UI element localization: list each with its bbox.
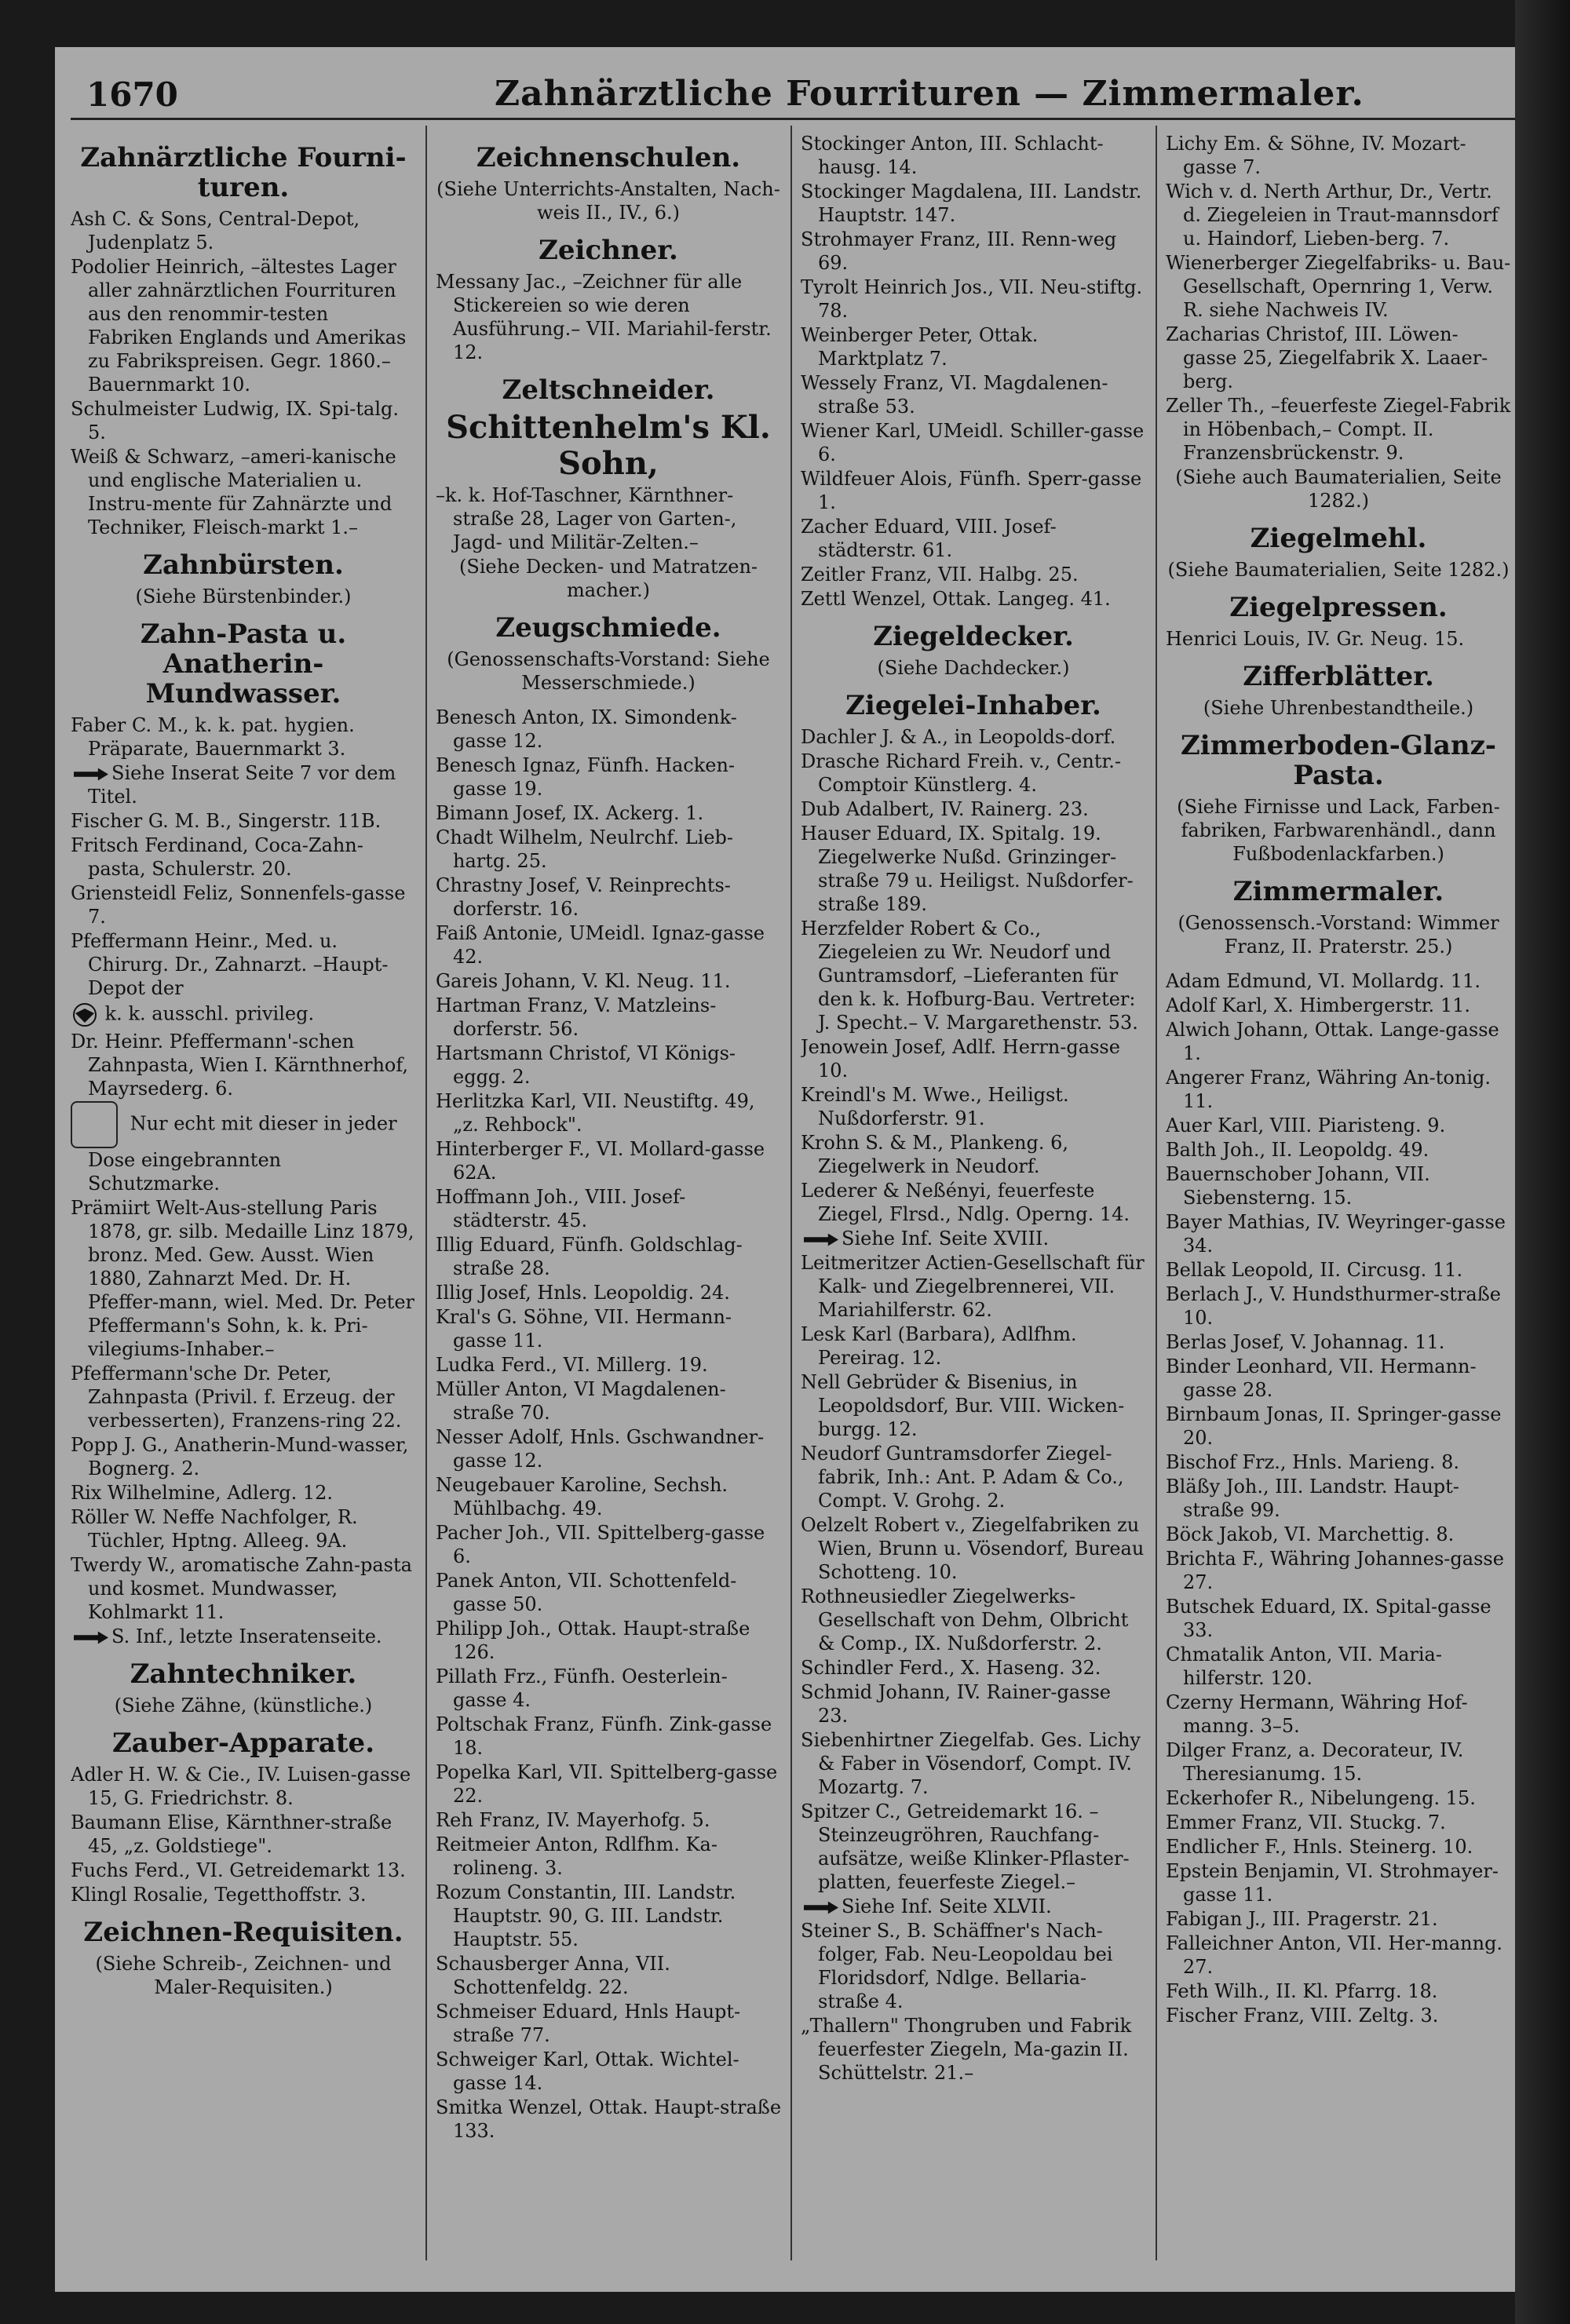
entry: Illig Josef, Hnls. Leopoldig. 24. [436,1282,730,1304]
section-note: (Siehe Firnisse und Lack, Farben-fabriken, Farbwarenhändl., dann Fußbodenlackfarben.) [1177,796,1500,865]
entry: Popelka Karl, VII. Spittelberg-gasse 22. [436,1761,778,1807]
entry: Binder Leonhard, VII. Hermann-gasse 28. [1166,1355,1477,1401]
entry: Klingl Rosalie, Tegetthoffstr. 3. [71,1884,367,1906]
pointing-hand-icon [804,1234,838,1246]
entry: Benesch Anton, IX. Simondenk-gasse 12. [436,706,737,752]
entry: Zacharias Christof, III. Löwen-gasse 25, Ziegelfabrik X. Laaer-berg. [1166,323,1488,392]
column-1 [71,132,416,2267]
entry: Wich v. d. Nerth Arthur, Dr., Vertr. d. Ziegeleien in Traut-mannsdorf u. Haindorf, Lieben-berg. 7. [1166,181,1499,250]
entry: Kreindl's M. Wwe., Heiligst. Nußdorferstr. 91. [801,1084,1069,1129]
entry: Lederer & Neßényi, feuerfeste Ziegel, Flrsd., Ndlg. Operng. 14. [801,1180,1130,1225]
column-2 [436,132,781,2267]
entry: Adolf Karl, X. Himbergerstr. 11. [1166,994,1470,1016]
entry: Nesser Adolf, Hnls. Gschwandner-gasse 12. [436,1426,765,1472]
entry: Rozum Constantin, III. Landstr. Hauptstr. 90, G. III. Landstr. Hauptstr. 55. [436,1881,736,1950]
entry: Schweiger Karl, Ottak. Wichtel-gasse 14. [436,2049,739,2094]
section-note: (Siehe Baumaterialien, Seite 1282.) [1167,559,1510,581]
entry: Faiß Antonie, UMeidl. Ignaz-gasse 42. [436,922,765,968]
entry: Griensteidl Feliz, Sonnenfels-gasse 7. [71,882,406,928]
section-heading: Zeugschmiede. [495,612,721,644]
entry: Chadt Wilhelm, Neulrchf. Lieb-hartg. 25. [436,826,733,872]
entry: Zeller Th., –feuerfeste Ziegel-Fabrik in Höbenbach,– Compt. II. Franzensbrückenstr. 9. [1166,395,1511,464]
entry: Bläßy Joh., III. Landstr. Haupt-straße 99. [1166,1476,1459,1521]
entry-reference [71,761,416,808]
entry: Wienerberger Ziegelfabriks- u. Bau-Gesellschaft, Opernring 1, Verw. R. siehe Nachweis IV. [1166,252,1511,321]
section-note: (Siehe Uhrenbestandtheile.) [1203,697,1474,719]
entry: Spitzer C., Getreidemarkt 16. –Steinzeugröhren, Rauchfang-aufsätze, weiße Klinker-Pflaster-platten, feuerfeste Ziegel.– [801,1800,1130,1893]
section-heading: Zeichnenschulen. [476,142,741,173]
entry: Dr. Heinr. Pfeffermann'-schen Zahnpasta, Wien I. Kärnthnerhof, Mayrsederg. 6. [71,1031,409,1100]
column-4 [1166,132,1511,2267]
section-heading: Zimmerboden-Glanz-Pasta. [1180,730,1497,791]
entry: Baumann Elise, Kärnthner-straße 45, „z. Goldstiege". [71,1811,392,1857]
advertiser-name: Schittenhelm's Kl. Sohn, [446,409,771,482]
entry: Fischer Franz, VIII. Zeltg. 3. [1166,2005,1439,2027]
entry: Smitka Wenzel, Ottak. Haupt-straße 133. [436,2096,781,2142]
section-heading: Zeltschneider. [502,374,715,406]
entry: Schulmeister Ludwig, IX. Spi-talg. 5. [71,398,400,443]
entry: Böck Jakob, VI. Marchettig. 8. [1166,1523,1455,1545]
entry: Zacher Eduard, VIII. Josef-städterstr. 61. [801,516,1057,561]
pointing-hand-icon [804,1902,838,1914]
entry: Eckerhofer R., Nibelungeng. 15. [1166,1787,1476,1809]
section-note: (Siehe Bürstenbinder.) [135,586,352,607]
entry: Henrici Louis, IV. Gr. Neug. 15. [1166,628,1465,650]
entry: Pfeffermann Heinr., Med. u. Chirurg. Dr., Zahnarzt. –Haupt-Depot der [71,930,389,999]
entry: Epstein Benjamin, VI. Strohmayer-gasse 11. [1166,1860,1499,1906]
entry: Pillath Frz., Fünfh. Oesterlein-gasse 4. [436,1665,728,1711]
entry-reference [71,1625,416,1648]
entry: „Thallern" Thongruben und Fabrik feuerfester Ziegeln, Ma-gazin II. Schüttelstr. 21.– [801,2015,1132,2084]
entry: Pfeffermann'sche Dr. Peter, Zahnpasta (Privil. f. Erzeug. der verbesserten), Franzens-ring 22. [71,1363,402,1432]
entry: Wildfeuer Alois, Fünfh. Sperr-gasse 1. [801,468,1142,513]
entry: Bischof Frz., Hnls. Marieng. 8. [1166,1451,1459,1473]
entry: Weinberger Peter, Ottak. Marktplatz 7. [801,324,1039,370]
entry: Panek Anton, VII. Schottenfeld-gasse 50. [436,1570,737,1615]
entry: Röller W. Neffe Nachfolger, R. Tüchler, Hptng. Alleeg. 9A. [71,1506,358,1552]
column-divider [790,126,792,2260]
section-heading: Zifferblätter. [1243,661,1434,692]
entry: Poltschak Franz, Fünfh. Zink-gasse 18. [436,1713,772,1759]
entry: Twerdy W., aromatische Zahn-pasta und kosmet. Mundwasser, Kohlmarkt 11. [71,1554,412,1623]
entry: Steiner S., B. Schäffner's Nach-folger, Fab. Neu-Leopoldau bei Floridsdorf, Ndlge. Bellaria-straße 4. [801,1920,1113,2012]
entry-reference [801,1895,1146,1918]
entry: Podolier Heinrich, –ältestes Lager aller zahnärztlichen Fourrituren aus den renommir-testen Fabriken Englands und Amerikas zu Fabrikspreisen. Gegr. 1860.– Bauernmarkt 10. [71,256,407,396]
entry: Oelzelt Robert v., Ziegelfabriken zu Wien, Brunn u. Vösendorf, Bureau Schotteng. 10. [801,1514,1145,1583]
reference-text: Siehe Inserat Seite 7 vor dem Titel. [88,762,396,808]
entry: Wiener Karl, UMeidl. Schiller-gasse 6. [801,420,1145,465]
entry: Stockinger Anton, III. Schlacht-hausg. 14. [801,133,1104,178]
entry: Fischer G. M. B., Singerstr. 11B. [71,810,382,832]
column-divider [1156,126,1157,2260]
entry: Chrastny Josef, V. Reinprechts-dorferstr. 16. [436,874,731,920]
section-note: (Genossenschafts-Vorstand: Siehe Messerschmiede.) [447,648,770,694]
entry: Angerer Franz, Währing An-tonig. 11. [1166,1067,1491,1112]
entry: Pacher Joh., VII. Spittelberg-gasse 6. [436,1522,765,1567]
eagle-emblem-icon [71,1001,99,1029]
section-note: (Siehe Dachdecker.) [877,657,1070,679]
entry: Hartsmann Christof, VI Königs-eggg. 2. [436,1042,736,1088]
entry: Weiß & Schwarz, –ameri-kanische und englische Materialien u. Instru-mente für Zahnärzte und Techniker, Fleisch-markt 1.– [71,446,396,538]
section-note: (Siehe Decken- und Matratzen-macher.) [458,556,758,601]
entry: Herlitzka Karl, VII. Neustiftg. 49, „z. Rehbock". [436,1090,755,1136]
entry: Hinterberger F., VI. Mollard-gasse 62A. [436,1138,765,1184]
running-title: Zahnärztliche Fourrituren — Zimmermaler. [495,74,1364,114]
section-heading: Ziegelpressen. [1229,592,1448,623]
entry: Illig Eduard, Fünfh. Goldschlag-straße 28. [436,1234,743,1279]
entry: Czerny Hermann, Währing Hof-manng. 3–5. [1166,1691,1468,1737]
entry: Müller Anton, VI Magdalenen-straße 70. [436,1378,726,1424]
entry: Dub Adalbert, IV. Rainerg. 23. [801,798,1089,820]
entry: Butschek Eduard, IX. Spital-gasse 33. [1166,1596,1492,1641]
book-spine [1515,0,1570,2324]
section-heading: Zauber-Apparate. [111,1727,375,1759]
entry: Emmer Franz, VII. Stuckg. 7. [1166,1811,1446,1833]
entry: Leitmeritzer Actien-Gesellschaft für Kalk- und Ziegelbrennerei, VII. Mariahilferstr. 62. [801,1252,1145,1321]
section-heading: Zahnbürsten. [143,549,344,581]
entry: Falleichner Anton, VII. Her-manng. 27. [1166,1932,1503,1978]
entry: Philipp Joh., Ottak. Haupt-straße 126. [436,1618,750,1663]
section-heading: Ziegelmehl. [1250,523,1427,554]
entry: Hartman Franz, V. Matzleins-dorferstr. 56. [436,994,717,1040]
entry: Jenowein Josef, Adlf. Herrn-gasse 10. [801,1036,1120,1082]
entry: Bayer Mathias, IV. Weyringer-gasse 34. [1166,1211,1506,1257]
entry: Brichta F., Währing Johannes-gasse 27. [1166,1548,1504,1593]
section-note: (Siehe Schreib-, Zeichnen- und Maler-Requisiten.) [95,1953,392,1998]
entry: Hauser Eduard, IX. Spitalg. 19. Ziegelwerke Nußd. Grinzinger-straße 79 u. Heiligst. Nußdorfer-straße 189. [801,823,1134,915]
entry: Benesch Ignaz, Fünfh. Hacken-gasse 19. [436,754,736,800]
entry: Berlas Josef, V. Johannag. 11. [1166,1331,1445,1353]
entry: Chmatalik Anton, VII. Maria-hilferstr. 120. [1166,1644,1442,1689]
entry: Bauernschober Johann, VII. Siebensterng. 15. [1166,1163,1430,1209]
entry: Ash C. & Sons, Central-Depot, Judenplatz 5. [71,208,360,254]
reference-text: Siehe Inf. Seite XLVII. [842,1895,1052,1917]
entry: Popp J. G., Anatherin-Mund-wasser, Bognerg. 2. [71,1434,409,1479]
entry: Tyrolt Heinrich Jos., VII. Neu-stiftg. 78. [801,276,1143,322]
entry-reference [801,1227,1146,1250]
entry: Siebenhirtner Ziegelfab. Ges. Lichy & Faber in Vösendorf, Compt. IV. Mozartg. 7. [801,1729,1141,1798]
section-heading: Zahntechniker. [130,1658,357,1690]
entry: Endlicher F., Hnls. Steinerg. 10. [1166,1836,1473,1858]
entry: Gareis Johann, V. Kl. Neug. 11. [436,970,731,992]
entry: Neugebauer Karoline, Sechsh. Mühlbachg. 49. [436,1474,728,1520]
entry: Ludka Ferd., VI. Millerg. 19. [436,1354,708,1376]
entry: Schindler Ferd., X. Haseng. 32. [801,1657,1101,1679]
entry: Zettl Wenzel, Ottak. Langeg. 41. [801,588,1111,610]
trademark-text: Nur echt mit dieser in jeder Dose eingebrannten Schutzmarke. [88,1112,397,1195]
entry: Wessely Franz, VI. Magdalenen-straße 53. [801,372,1108,418]
entry: Herzfelder Robert & Co., Ziegeleien zu Wr. Neudorf und Guntramsdorf, –Lieferanten für den k. k. Hofburg-Bau. Vertreter: J. Specht.– V. Margarethenstr. 53. [801,918,1138,1034]
entry: Reh Franz, IV. Mayerhofg. 5. [436,1809,710,1831]
header-rule [71,118,1515,120]
section-heading: Ziegelei-Inhaber. [845,690,1101,721]
entry: Birnbaum Jonas, II. Springer-gasse 20. [1166,1403,1502,1449]
section-note: (Siehe Zähne, (künstliche.) [114,1695,373,1717]
entry: Stockinger Magdalena, III. Landstr. Hauptstr. 147. [801,181,1142,226]
entry: Schausberger Anna, VII. Schottenfeldg. 22. [436,1953,670,1998]
entry: Prämiirt Welt-Aus-stellung Paris 1878, gr. silb. Medaille Linz 1879, bronz. Med. Gew. Ausst. Wien 1880, Zahnarzt Med. Dr. H. Pfeffer-mann, wiel. Med. Dr. Peter Pfeffermann's Sohn, k. k. Pri-vilegiums-Inhaber.– [71,1197,414,1360]
section-note: (Siehe auch Baumaterialien, Seite 1282.) [1175,466,1502,512]
entry: Berlach J., V. Hundsthurmer-straße 10. [1166,1283,1501,1329]
section-heading: Zahnärztliche Fourni-turen. [80,142,407,203]
entry: Drasche Richard Freih. v., Centr.-Comptoir Künstlerg. 4. [801,750,1122,796]
pointing-hand-icon [74,1632,108,1644]
page-header [55,69,1531,124]
reference-text: Siehe Inf. Seite XVIII. [842,1228,1050,1250]
entry: Neudorf Guntramsdorfer Ziegel-fabrik, Inh.: Ant. P. Adam & Co., Compt. V. Grohg. 2. [801,1443,1124,1512]
entry: Bellak Leopold, II. Circusg. 11. [1166,1259,1463,1281]
entry: Krohn S. & M., Plankeng. 6, Ziegelwerk in Neudorf. [801,1132,1069,1177]
entry: Auer Karl, VIII. Piaristeng. 9. [1166,1115,1446,1136]
entry: Faber C. M., k. k. pat. hygien. Präparate, Bauernmarkt 3. [71,714,355,760]
directory-page [55,47,1531,2292]
entry: Strohmayer Franz, III. Renn-weg 69. [801,228,1117,274]
page-number: 1670 [86,75,178,114]
entry: Fuchs Ferd., VI. Getreidemarkt 13. [71,1859,406,1881]
entry: Kral's G. Söhne, VII. Hermann-gasse 11. [436,1306,732,1352]
privilege-text: k. k. ausschl. privileg. [104,1002,315,1025]
section-note: (Genossensch.-Vorstand: Wimmer Franz, II. Praterstr. 25.) [1178,912,1499,958]
entry: Schmeiser Eduard, Hnls Haupt-straße 77. [436,2001,741,2046]
section-heading: Zahn-Pasta u. Anatherin-Mundwasser. [140,618,347,710]
column-3 [801,132,1146,2267]
entry: Dachler J. & A., in Leopolds-dorf. [801,726,1116,748]
entry: Feth Wilh., II. Kl. Pfarrg. 18. [1166,1980,1438,2002]
section-heading: Zeichnen-Requisiten. [83,1917,403,1948]
entry: Adam Edmund, VI. Mollardg. 11. [1166,970,1481,992]
section-note: (Siehe Unterrichts-Anstalten, Nach-weis II., IV., 6.) [436,178,780,224]
pointing-hand-icon [74,768,108,781]
entry: Fabigan J., III. Pragerstr. 21. [1166,1908,1438,1930]
entry: Zeitler Franz, VII. Halbg. 25. [801,564,1079,586]
section-heading: Zeichner. [539,235,678,266]
reference-text: S. Inf., letzte Inseratenseite. [111,1625,382,1647]
column-divider [425,126,427,2260]
entry: Alwich Johann, Ottak. Lange-gasse 1. [1166,1019,1499,1064]
entry: Lesk Karl (Barbara), Adlfhm. Pereirag. 12. [801,1323,1077,1369]
trademark-logo-icon [71,1101,118,1148]
entry: Schmid Johann, IV. Rainer-gasse 23. [801,1681,1112,1727]
entry: Bimann Josef, IX. Ackerg. 1. [436,802,704,824]
entry: Balth Joh., II. Leopoldg. 49. [1166,1139,1429,1161]
entry: Reitmeier Anton, Rdlfhm. Ka-rolineng. 3. [436,1833,717,1879]
entry-trademark [71,1101,416,1195]
entry: Rix Wilhelmine, Adlerg. 12. [71,1482,334,1504]
entry: Fritsch Ferdinand, Coca-Zahn-pasta, Schulerstr. 20. [71,834,363,880]
entry: Lichy Em. & Söhne, IV. Mozart-gasse 7. [1166,133,1466,178]
entry: Dilger Franz, a. Decorateur, IV. Theresianumg. 15. [1166,1739,1464,1785]
entry: Hoffmann Joh., VIII. Josef-städterstr. 45. [436,1186,686,1231]
entry: –k. k. Hof-Taschner, Kärnthner-straße 28, Lager von Garten-, Jagd- und Militär-Zelten.– [436,484,737,553]
entry: Messany Jac., –Zeichner für alle Stickereien so wie deren Ausführung.– VII. Mariahil-ferstr. 12. [436,271,772,363]
entry: Nell Gebrüder & Bisenius, in Leopoldsdorf, Bur. VIII. Wicken-burgg. 12. [801,1371,1125,1440]
section-heading: Ziegeldecker. [873,621,1074,652]
entry-privilege [71,1001,416,1029]
section-heading: Zimmermaler. [1232,876,1444,907]
entry: Adler H. W. & Cie., IV. Luisen-gasse 15, G. Friedrichstr. 8. [71,1764,411,1809]
entry: Rothneusiedler Ziegelwerks-Gesellschaft von Dehm, Olbricht & Comp., IX. Nußdorferstr. 2. [801,1585,1129,1655]
